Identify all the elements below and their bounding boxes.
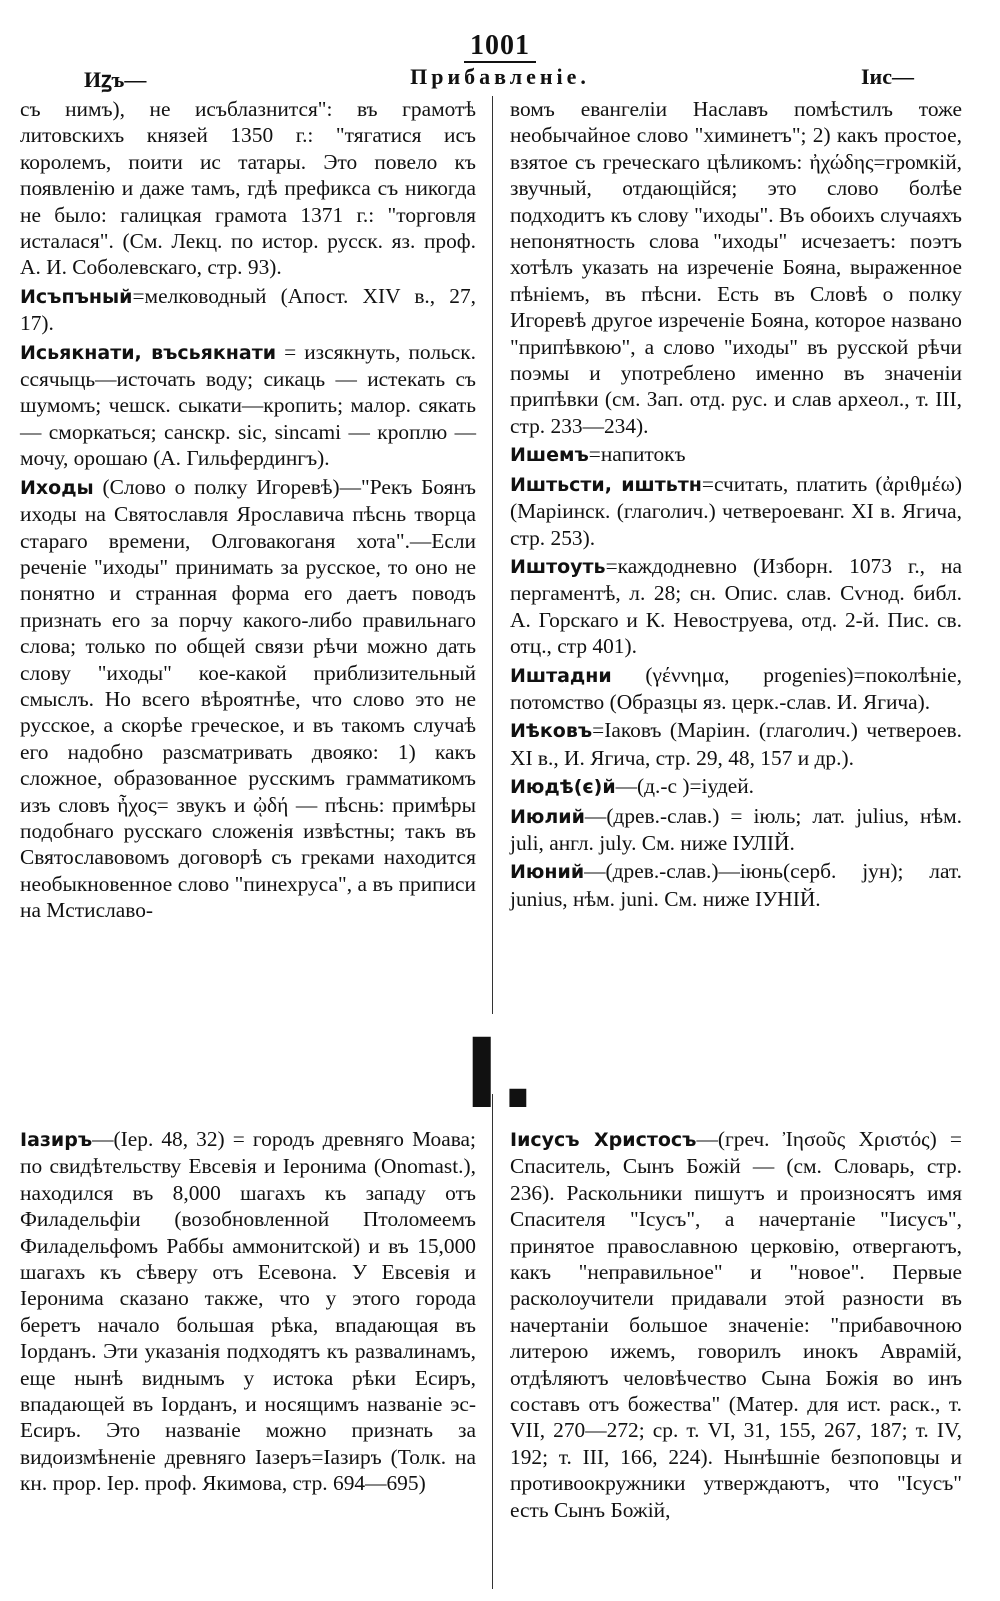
- column-divider-bottom: [492, 1094, 493, 1589]
- column-left-top: [20, 96, 476, 924]
- entry: Іисусъ Христосъ—(греч. Ἰησοῦς Χριστός) = Спаситель, Сынъ Божій — (см. Словарь, стр. 236). Раскольники пишутъ и произносятъ имя Спасителя "Ісусъ", а начертаніе "Іисусъ", принятое православною церковію, отвергаютъ, какъ "неправильное" и "новое". Первые расколоучители придавали этой разности въ начертаніи большое значеніе: "прибавочною литерою ижемъ, говорилъ инокъ Аврамій, отдѣляютъ человѣчество Сына Божія во инъ составъ отъ божества" (Матер. для ист. раск., т. VII, 270—272; ср. т. VI, 31, 155, 267, 187; т. IV, 192; т. III, 166, 224). Нынѣшніе безпоповцы и противоокружники утверждаютъ, что "Ісусъ" есть Сынъ Божій,: [510, 1127, 962, 1522]
- entry: Июдѣ(є)й—(д.-с )=іудей.: [510, 774, 755, 799]
- entry: Іазиръ—(Іер. 48, 32) = городъ древняго Моава; по свидѣтельству Евсевія и Іеронима (Onomast.), находился въ 8,000 шагахъ къ западу отъ Филадельфіи (возобновленной Птоломеемъ Филадельфомъ Раббы аммонитской) и въ 15,000 шагахъ къ сѣверу отъ Есевона. У Евсевія и Іеронима сказано также, что у этого города беретъ начало большая рѣка, впадающая въ Іорданъ. Эти указанія подходятъ къ развалинамъ, еще нынѣ виднымъ у истока рѣки Есиръ, впадающей въ Іорданъ, и носящимъ названіе эс-Есиръ. Это названіе можно признать за видоизмѣненіе древняго Іазеръ=Іазиръ (Толк. на кн. прор. Іер. проф. Якимова, стр. 694—695): [20, 1127, 476, 1496]
- column-left-bottom: [20, 1126, 476, 1497]
- entry: Иштоуть=каждодневно (Изборн. 1073 г., на пергаментѣ, л. 28; сн. Опис. слав. Сѵнод. библ. А. Горскаго и К. Невоструева, отд. 2-й. Пис. св. отц., стр 401).: [510, 553, 962, 659]
- entry: Иѣковъ=Іаковъ (Маріин. (глаголич.) четвероев. XI в., И. Ягича, стр. 29, 48, 157 и др.).: [510, 718, 962, 770]
- entry: Иштадни (γέννημα, progenies)=поколѣніе, потомство (Образцы яз. церк.-слав. И. Ягича).: [510, 662, 962, 714]
- headword: Июлий: [510, 805, 585, 828]
- headword: Иштьсти, иштьтн: [510, 473, 702, 496]
- entry: Июлий—(древ.-слав.) = іюль; лат. julius, нѣм. juli, англ. july. См. ниже ІУЛІЙ.: [510, 803, 962, 855]
- headword: Исьякнати, въсьякнати: [20, 341, 277, 364]
- headword: Июний: [510, 861, 585, 884]
- entry: Ишемъ=напитокъ: [510, 442, 686, 467]
- headword: Иштоуть: [510, 555, 606, 578]
- headword: Иѣковъ: [510, 720, 593, 743]
- entry: Иштьсти, иштьтн=считать, платить (ἀριθμέω) (Маріинск. (глаголич.) четвероеванг. XI в. Ягича, стр. 253).: [510, 471, 962, 550]
- headword: Июдѣ(є)й: [510, 776, 616, 799]
- headword: Іисусъ Христосъ: [510, 1129, 697, 1151]
- headword: Исъпъный: [20, 285, 133, 308]
- entry: Иходы (Слово о полку Игоревѣ)—"Рекъ Боянъ иходы на Святославля Ярославича пѣснь творца стараго времени, Олговакоганя хота".—Если реченіе "иходы" принимать за русское, то оно не понятно и странная форма его даетъ поводъ признать его за порчу какого-либо правильнаго слова; только по общей связи рѣчи можно дать слову "иходы" кое-какой приблизительный смыслъ. Но всего вѣроятнѣе, что слово это не русское, а скорѣе греческое, и въ такомъ случаѣ его надобно разсматривать двояко: 1) какъ сложное, образованное русскимъ грамматикомъ изъ словъ ἦχος= звукъ и ᾠδή — пѣснь: примѣры подобнаго русскаго сложенія извѣстны; такъ въ Святославовомъ договорѣ съ греками находится необыкновенное слово "пинехруса", а въ приписи на Мстиславо-: [20, 474, 476, 923]
- running-head-left: Иꙁъ—: [84, 67, 147, 92]
- headword: Ишемъ: [510, 444, 589, 467]
- page-number: 1001: [0, 30, 1000, 62]
- column-divider-top: [492, 96, 493, 1014]
- entry-continuation: съ нимъ), не исъблазнится": въ грамотѣ литовскихъ князей 1350 г.: "тягатися исъ королемъ, поити ис татары. Это повело къ появленію и даже тамъ, гдѣ префикса съ никогда не было: галицкая грамота 1371 г.: "торговля исталася". (См. Лекц. по истор. русск. яз. проф. А. И. Соболевскаго, стр. 93).: [20, 97, 476, 280]
- headword: Иштадни: [510, 664, 612, 687]
- running-head-center: Прибавленіе.: [410, 64, 590, 89]
- headword: Іазиръ: [20, 1129, 93, 1151]
- entry: Июний—(древ.-слав.)—іюнь(серб. јун); лат. junius, нѣм. juni. См. ниже ІУНІЙ.: [510, 859, 962, 911]
- column-right-top: [510, 96, 962, 912]
- entry-continuation: вомъ евангеліи Наславъ помѣстилъ тоже необычайное слово "химинетъ"; 2) какъ простое, взятое съ греческаго цѣликомъ: ἠχώδης=громкій, звучный, отдающійся; это слово болѣе подходитъ къ слову "иходы". Въ обоихъ случаяхъ непонятность слова "иходы" исчезаетъ: поэтъ хотѣлъ указать на изреченіе Бояна, выраженное пѣніемъ, въ пѣсни. Есть въ Словѣ о полку Игоревѣ другое изреченіе Бояна, которое названо "припѣвкою", а слово "иходы" въ русской рѣчи поэмы и употреблено именно въ значеніи припѣвки (см. Зап. отд. рус. и слав археол., т. III, стр. 233—234).: [510, 97, 962, 438]
- headword: Иходы: [20, 476, 94, 499]
- entry: Исъпъный=мелководный (Апост. XIV в., 27, 17).: [20, 283, 476, 336]
- section-letter: I.: [463, 1018, 537, 1130]
- entry: Исьякнати, въсьякнати = изсякнуть, польск. ссячыць—источать воду; сикаць — истекать съ шумомъ; чешск. сыкати—кропить; малор. сякать — сморкаться; санскр. sic, sincami — кроплю — мочу, орошаю (А. Гильфердингъ).: [20, 339, 476, 471]
- column-right-bottom: [510, 1126, 962, 1523]
- running-head-right: Іис—: [860, 64, 914, 89]
